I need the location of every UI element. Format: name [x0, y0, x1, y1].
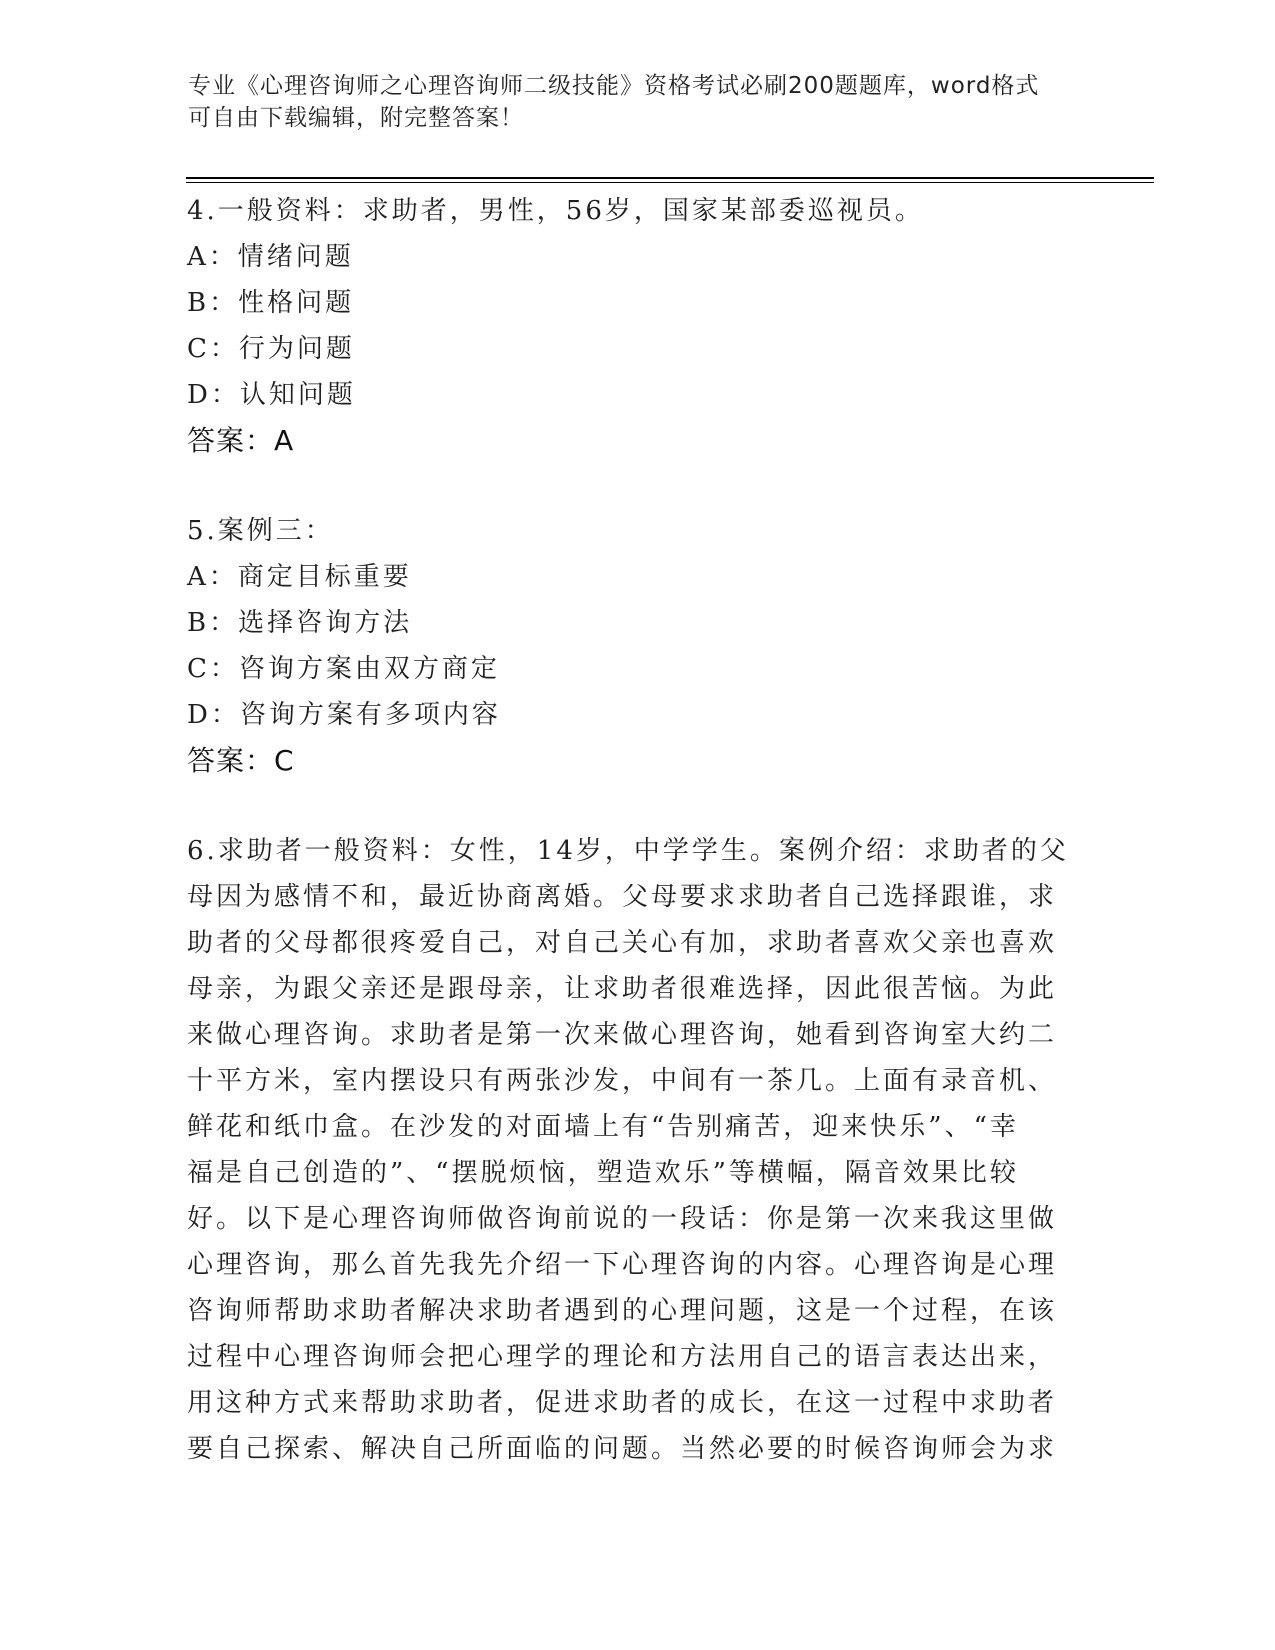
question-6-line: 心理咨询，那么首先我先介绍一下心理咨询的内容。心理咨询是心理 [187, 1250, 1058, 1280]
option-b: B：性格问题 [187, 288, 355, 318]
option-c: C：咨询方案由双方商定 [187, 654, 500, 684]
question-block-6 [187, 828, 1077, 1472]
question-stem: 5.案例三： [187, 516, 334, 546]
document-body [187, 188, 1077, 1472]
option-c: C：行为问题 [187, 334, 355, 364]
header-line-1: 专业《心理咨询师之心理咨询师二级技能》资格考试必刷200题题库，word格式 [188, 73, 1040, 99]
question-6-line: 好。以下是心理咨询师做咨询前说的一段话：你是第一次来我这里做 [187, 1204, 1058, 1234]
question-6-line: 母因为感情不和，最近协商离婚。父母要求求助者自己选择跟谁，求 [187, 882, 1058, 912]
question-6-line: 来做心理咨询。求助者是第一次来做心理咨询，她看到咨询室大约二 [187, 1020, 1058, 1050]
question-block [187, 508, 1077, 784]
document-header [188, 70, 1068, 134]
question-6-line: 过程中心理咨询师会把心理学的理论和方法用自己的语言表达出来， [187, 1342, 1058, 1372]
question-6-line: 要自己探索、解决自己所面临的问题。当然必要的时候咨询师会为求 [187, 1434, 1058, 1464]
question-6-line: 福是自己创造的”、“摆脱烦恼，塑造欢乐”等横幅，隔音效果比较 [187, 1158, 1019, 1188]
question-6-line: 咨询师帮助求助者解决求助者遇到的心理问题，这是一个过程，在该 [187, 1296, 1058, 1326]
question-6-line: 6.求助者一般资料：女性，14岁，中学学生。案例介绍：求助者的父 [187, 836, 1069, 866]
question-6-line: 十平方米，室内摆设只有两张沙发，中间有一茶几。上面有录音机、 [187, 1066, 1058, 1096]
question-6-line: 助者的父母都很疼爱自己，对自己关心有加，求助者喜欢父亲也喜欢 [187, 928, 1058, 958]
header-line-2: 可自由下载编辑，附完整答案！ [188, 105, 524, 131]
question-6-line: 用这种方式来帮助求助者，促进求助者的成长，在这一过程中求助者 [187, 1388, 1058, 1418]
option-a: A：情绪问题 [187, 242, 354, 272]
spacer [187, 464, 1077, 508]
answer-label: 答案：A [187, 424, 295, 457]
question-6-line: 母亲，为跟父亲还是跟母亲，让求助者很难选择，因此很苦恼。为此 [187, 974, 1058, 1004]
option-d: D：咨询方案有多项内容 [187, 700, 501, 730]
option-d: D：认知问题 [187, 380, 356, 410]
question-block [187, 188, 1077, 464]
spacer [187, 784, 1077, 828]
header-rule-thick [186, 177, 1154, 179]
question-stem: 4.一般资料：求助者，男性，56岁，国家某部委巡视员。 [187, 196, 924, 226]
question-6-line: 鲜花和纸巾盒。在沙发的对面墙上有“告别痛苦，迎来快乐”、“幸 [187, 1112, 1019, 1142]
header-rule-thin [186, 182, 1154, 183]
option-a: A：商定目标重要 [187, 562, 412, 592]
option-b: B：选择咨询方法 [187, 608, 413, 638]
answer-label: 答案：C [187, 744, 295, 777]
